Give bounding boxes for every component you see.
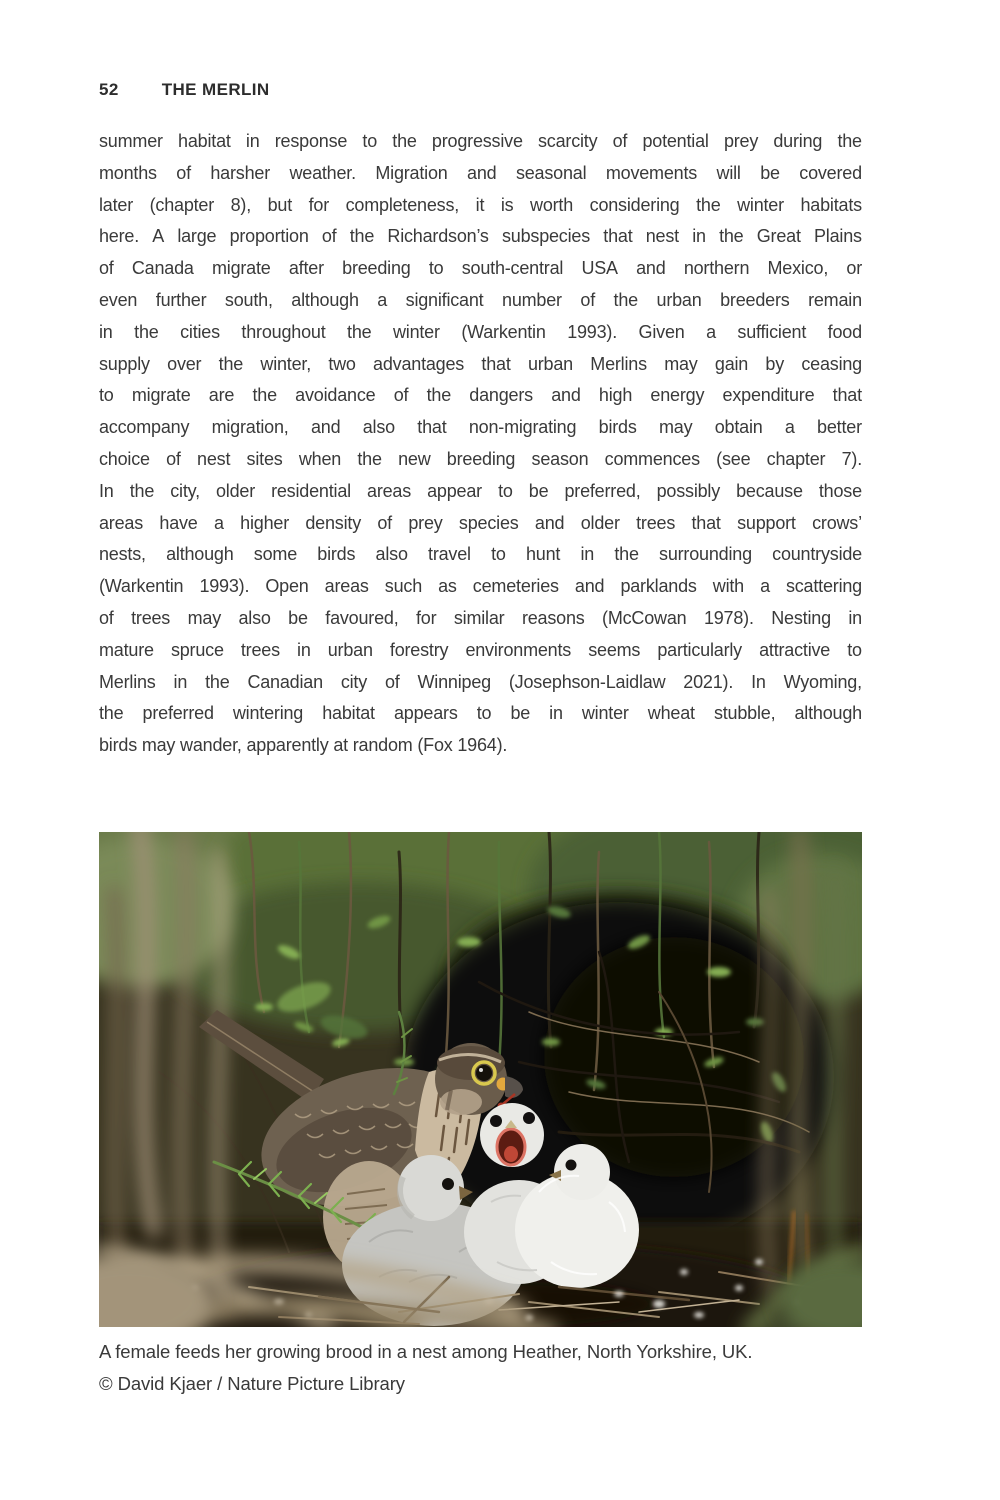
body-text-line: summer habitat in response to the progressive scarcity of potential prey during the [99,131,862,151]
body-text-line: nests, although some birds also travel to hunt in the surrounding countryside [99,544,862,565]
body-text-line: birds may wander, apparently at random (Fox 1964). [99,735,508,756]
body-text-line: of trees may also be favoured, for similar reasons (McCowan 1978). Nesting in [99,607,862,628]
running-head [99,80,270,100]
body-text-line: even further south, although a significant number of the urban breeders remain [99,289,862,310]
body-text-line: the preferred wintering habitat appears to be in winter wheat stubble, although [99,703,862,724]
running-title: THE MERLIN [161,80,270,99]
body-text-line: in the cities throughout the winter (Warkentin 1993). Given a sufficient food [99,321,862,342]
nest-photo-figure [99,832,862,1327]
body-text-line: In the city, older residential areas appear to be preferred, possibly because those [99,480,862,501]
figure-caption [99,1336,879,1400]
body-text-line: choice of nest sites when the new breeding season commences (see chapter 7). [99,448,862,469]
body-text-line: supply over the winter, two advantages that urban Merlins may gain by ceasing [99,353,862,374]
figure-caption-line: © David Kjaer / Nature Picture Library [99,1373,405,1394]
body-text-line: areas have a higher density of prey species and older trees that support crows’ [99,512,862,533]
body-text-line: here. A large proportion of the Richardson’s subspecies that nest in the Great Plains [99,226,862,247]
body-text-line: mature spruce trees in urban forestry environments seems particularly attractive to [99,639,862,660]
nest-photo [99,832,862,1327]
body-text-line: later (chapter 8), but for completeness, it is worth considering the winter habitats [99,194,862,215]
body-text-line: (Warkentin 1993). Open areas such as cemeteries and parklands with a scattering [99,576,862,597]
page-number: 52 [99,80,119,99]
figure-caption-line: A female feeds her growing brood in a nest among Heather, North Yorkshire, UK. [99,1341,753,1362]
body-paragraph [99,126,862,762]
body-text-line: to migrate are the avoidance of the dangers and high energy expenditure that [99,385,862,406]
body-text-line: of Canada migrate after breeding to south-central USA and northern Mexico, or [99,258,862,279]
body-text-line: Merlins in the Canadian city of Winnipeg (Josephson-Laidlaw 2021). In Wyoming, [99,671,862,692]
body-text-line: months of harsher weather. Migration and seasonal movements will be covered [99,162,862,183]
body-text-line: accompany migration, and also that non-migrating birds may obtain a better [99,417,862,438]
